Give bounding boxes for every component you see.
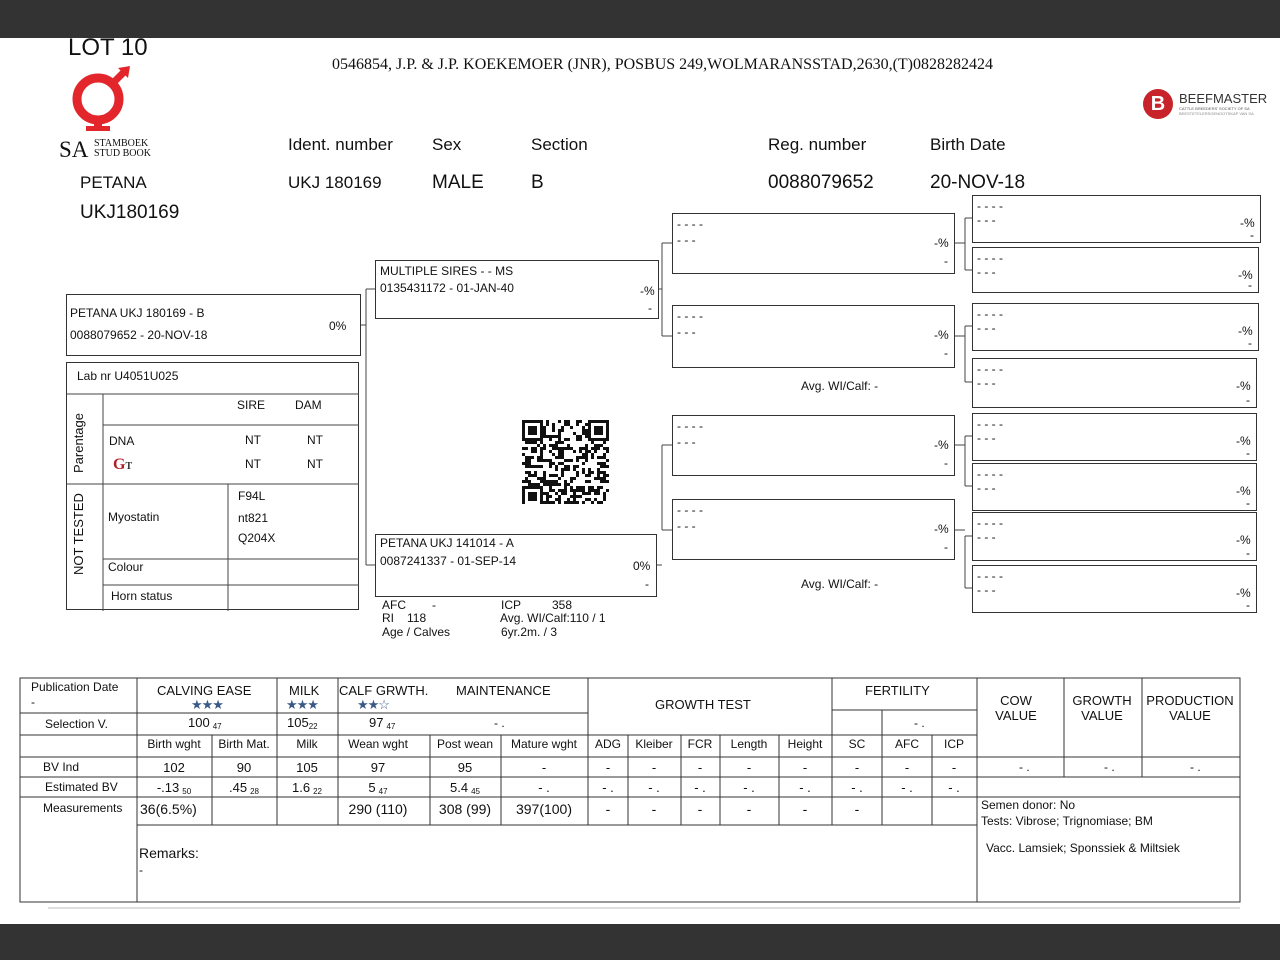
great-grandparent-pct: -% (1240, 216, 1255, 230)
great-grandparent-line2: - - - (977, 265, 996, 279)
measurements-value: 290 (110) (348, 801, 408, 817)
reg-value: 0088079652 (768, 172, 874, 193)
bv_ind-value: - (802, 760, 808, 775)
beefmaster-sub2: BEESTETELERSGENOOTSKAP VAN SA (1179, 111, 1254, 116)
measurements-value: 397(100) (515, 801, 573, 817)
sire-header: SIRE (237, 398, 266, 412)
birth-value: 20-NOV-18 (930, 172, 1026, 193)
column-header: AFC (895, 737, 919, 751)
selection-milk-acc: 22 (308, 722, 318, 731)
ebv-cell (425, 780, 505, 796)
parentage-label: Parentage (71, 413, 86, 473)
gt-dam: NT (307, 457, 323, 471)
ebv-accuracy: 47 (378, 787, 388, 796)
measurements-label: Measurements (43, 801, 123, 815)
lab-number: Lab nr U4051U025 (77, 369, 179, 383)
section-value: B (531, 172, 544, 193)
grandparent-line2: - - - (677, 519, 696, 533)
colour-label: Colour (108, 560, 144, 574)
ebv-accuracy: 45 (471, 787, 480, 796)
great-grandparent-line2: - - - (977, 481, 996, 495)
column-header: SC (848, 737, 866, 751)
great-grandparent-extra: - (1246, 496, 1250, 510)
bv_ind-value: 97 (370, 760, 386, 775)
dna-label: DNA (109, 434, 135, 448)
column-header: ICP (943, 737, 964, 751)
ebv-accuracy: 50 (182, 787, 192, 796)
ebv-value: - . (694, 780, 706, 795)
measurements-cell (425, 801, 505, 817)
column-header: Height (787, 737, 823, 751)
selection-milk-value: 105 (287, 715, 309, 730)
logo-line1: STAMBOEK (94, 138, 149, 149)
dam-afc-label: AFC (382, 598, 406, 612)
selection-label: Selection V. (45, 717, 108, 731)
great-grandparent-pct: -% (1236, 533, 1251, 547)
great-grandparent-extra: - (1248, 278, 1252, 292)
grandparent-pct: -% (934, 236, 949, 250)
ebv-value: -.13 (156, 780, 180, 795)
great-grandparent-pct: -% (1238, 268, 1253, 282)
ebv-value: - . (948, 780, 960, 795)
great-grandparent-line1: - - - - (977, 417, 1003, 431)
myostatin-q204x: Q204X (238, 531, 276, 545)
logo-sa: SA (59, 137, 89, 162)
great-grandparent-extra: - (1246, 446, 1250, 460)
grandparent-pct: -% (934, 438, 949, 452)
calving-ease-stars: ★★★ (191, 697, 223, 712)
fertility-header: FERTILITY (865, 683, 930, 698)
bv_ind-value: 102 (163, 760, 185, 775)
selection-cg-value: 97 (369, 715, 384, 730)
measurements-value: 36(6.5%) (140, 801, 197, 817)
subject-line1: PETANA UKJ 180169 - B (70, 306, 205, 320)
column-header: ADG (594, 737, 621, 751)
gt-logo-icon: GT (113, 456, 133, 473)
great-grandparent-line1: - - - - (977, 467, 1003, 481)
grandparent-line2: - - - (677, 435, 696, 449)
label-ident: Ident. number (288, 135, 393, 154)
sire-pct: -% (640, 284, 655, 298)
subject-line2: 0088079652 - 20-NOV-18 (70, 328, 208, 342)
ebv-accuracy: 28 (250, 787, 259, 796)
label-section: Section (531, 135, 588, 154)
dam-afc: - (432, 598, 436, 612)
ebv-value: - . (901, 780, 913, 795)
growth-value-header: GROWTH VALUE (1072, 693, 1132, 723)
ebv-value: 1.6 (292, 780, 311, 795)
measurements-value: - (697, 801, 703, 817)
vaccination-info: Vacc. Lamsiek; Sponssiek & Miltsiek (986, 841, 1180, 855)
great-grandparent-pct: -% (1236, 379, 1251, 393)
selection-cg-acc: 47 (386, 722, 396, 731)
grandparent-line1: - - - - (677, 503, 703, 517)
column-header: FCR (687, 737, 713, 751)
ebv-label: Estimated BV (45, 780, 118, 794)
bv_ind-value: 90 (236, 760, 252, 775)
column-header: Milk (296, 737, 318, 751)
grandparent-line1: - - - - (677, 419, 703, 433)
publication-date-label: Publication Date (31, 680, 119, 694)
dam-line2: 0087241337 - 01-SEP-14 (380, 554, 517, 568)
selection-calving-ease (188, 715, 222, 731)
measurements-cell (140, 801, 220, 817)
column-header: Wean wght (348, 737, 408, 751)
animal-name: PETANA (80, 173, 147, 192)
great-grandparent-pct: -% (1236, 586, 1251, 600)
bv_ind-value: - (541, 760, 547, 775)
ebv-cell (914, 780, 994, 795)
ebv-cell (134, 780, 214, 796)
ebv-cell (267, 780, 347, 796)
label-sex: Sex (432, 135, 462, 154)
grandparent-extra: - (944, 540, 948, 554)
remarks-value: - (139, 863, 143, 877)
great-grandparent-pct: -% (1236, 434, 1251, 448)
ebv-value: - . (538, 780, 550, 795)
great-grandparent-pct: -% (1236, 484, 1251, 498)
bv_ind-cell (425, 760, 505, 775)
bv-growth-value: - . (1104, 760, 1115, 774)
dam-ri: 118 (407, 611, 427, 625)
great-grandparent-line1: - - - - (977, 569, 1003, 583)
measurements-value: - (854, 801, 860, 817)
not-tested-label: NOT TESTED (71, 493, 86, 575)
great-grandparent-line2: - - - (977, 530, 996, 544)
ebv-value: - . (743, 780, 755, 795)
dam-age: 6yr.2m. / 3 (501, 625, 558, 639)
column-header: Length (730, 737, 768, 751)
beefmaster-sub1: CATTLE BREEDERS' SOCIETY OF SA (1179, 106, 1250, 111)
ident-value: UKJ 180169 (288, 173, 382, 192)
breeder-info: 0546854, J.P. & J.P. KOEKEMOER (JNR), POSBUS 249,WOLMARANSSTAD,2630,(T)0828282424 (332, 56, 993, 73)
remarks-label: Remarks: (139, 845, 199, 861)
grandparent-pct: -% (934, 328, 949, 342)
dna-dam: NT (307, 433, 323, 447)
myostatin-label: Myostatin (108, 510, 160, 524)
sire-extra: - (648, 301, 652, 315)
dam-line1: PETANA UKJ 141014 - A (380, 536, 514, 550)
calf-growth-stars: ★★☆ (357, 697, 389, 712)
beefmaster-name: BEEFMASTER (1179, 91, 1268, 106)
bv_ind-value: - (854, 760, 860, 775)
dam-header: DAM (295, 398, 322, 412)
dam-icp-label: ICP (501, 598, 522, 612)
bv-cow-value: - . (1019, 760, 1030, 774)
great-grandparent-line1: - - - - (977, 362, 1003, 376)
bv_ind-cell (267, 760, 347, 775)
dam-avg-wi: Avg. WI/Calf:110 / 1 (500, 611, 606, 625)
measurements-value: - (746, 801, 752, 817)
great-grandparent-extra: - (1246, 546, 1250, 560)
measurements-value: - (605, 801, 611, 817)
ebv-value: - . (648, 780, 660, 795)
great-grandparent-line2: - - - (977, 431, 996, 445)
bv_ind-value: - (605, 760, 611, 775)
great-grandparent-extra: - (1246, 598, 1250, 612)
beefmaster-b-icon: B (1143, 89, 1173, 119)
subject-pct: 0% (329, 319, 347, 333)
great-grandparent-extra: - (1250, 228, 1254, 242)
myostatin-nt821: nt821 (238, 511, 269, 525)
column-header: Birth wght (147, 737, 201, 751)
milk-header: MILK (289, 683, 320, 698)
dam-extra: - (645, 577, 649, 591)
measurements-cell (817, 801, 897, 817)
column-header: Post wean (436, 737, 494, 751)
sire-side-avg-wi: Avg. WI/Calf: - (801, 379, 879, 393)
ebv-value: .45 (229, 780, 248, 795)
dna-sire: NT (245, 433, 261, 447)
bv-production-value: - . (1190, 760, 1201, 774)
grandparent-extra: - (944, 346, 948, 360)
selection-maintenance: - . (494, 716, 505, 730)
semen-donor: Semen donor: No (981, 798, 1076, 812)
ebv-cell (338, 780, 418, 796)
great-grandparent-line2: - - - (977, 321, 996, 335)
fertility-value: - . (914, 716, 925, 730)
great-grandparent-pct: -% (1238, 324, 1253, 338)
ebv-value: 5 (368, 780, 376, 795)
selection-calf-growth (369, 715, 395, 731)
great-grandparent-line2: - - - (977, 376, 996, 390)
dam-side-avg-wi: Avg. WI/Calf: - (801, 577, 879, 591)
column-header: Birth Mat. (218, 737, 270, 751)
bv-ind-label: BV Ind (43, 760, 80, 774)
selection-ce-acc: 47 (212, 722, 222, 731)
sex-value: MALE (432, 172, 484, 193)
ebv-accuracy: 22 (313, 787, 322, 796)
selection-milk (287, 715, 318, 731)
milk-stars: ★★★ (286, 697, 318, 712)
label-birth: Birth Date (930, 135, 1006, 154)
great-grandparent-line1: - - - - (977, 516, 1003, 530)
logo-line2: STUD BOOK (94, 148, 151, 159)
bv_ind-cell (914, 760, 994, 775)
ebv-value: 5.4 (450, 780, 469, 795)
measurements-cell (338, 801, 418, 817)
bv_ind-value: 105 (296, 760, 318, 775)
myostatin-f94l: F94L (238, 489, 266, 503)
bv_ind-value: - (746, 760, 752, 775)
grandparent-line2: - - - (677, 325, 696, 339)
cow-value-header: COW VALUE (995, 693, 1037, 723)
dam-ri-label: RI (382, 611, 394, 625)
bv_ind-value: - (651, 760, 657, 775)
ebv-value: - . (799, 780, 811, 795)
measurements-value: - (651, 801, 657, 817)
growth-test-header: GROWTH TEST (655, 697, 751, 712)
grandparent-line1: - - - - (677, 309, 703, 323)
bv_ind-value: - (697, 760, 703, 775)
column-header: Kleiber (635, 737, 673, 751)
ebv-value: - . (851, 780, 863, 795)
sire-line2: 0135431172 - 01-JAN-40 (380, 281, 514, 295)
gt-sire: NT (245, 457, 261, 471)
measurements-value: - (802, 801, 808, 817)
sire-line1: MULTIPLE SIRES - - MS (380, 264, 514, 278)
grandparent-line2: - - - (677, 233, 696, 247)
great-grandparent-line2: - - - (977, 213, 996, 227)
great-grandparent-extra: - (1248, 336, 1252, 350)
great-grandparent-line1: - - - - (977, 307, 1003, 321)
lot-number: LOT 10 (68, 34, 148, 61)
tests-info: Tests: Vibrose; Trignomiase; BM (981, 814, 1153, 828)
publication-date-value: - (31, 695, 35, 709)
column-header: Mature wght (510, 737, 578, 751)
great-grandparent-line2: - - - (977, 583, 996, 597)
grandparent-extra: - (944, 254, 948, 268)
ebv-value: - . (602, 780, 614, 795)
horn-status-label: Horn status (111, 589, 173, 603)
bv_ind-cell (338, 760, 418, 775)
label-reg: Reg. number (768, 135, 867, 154)
dam-pct: 0% (633, 559, 651, 573)
maintenance-header: MAINTENANCE (456, 683, 551, 698)
grandparent-pct: -% (934, 522, 949, 536)
grandparent-extra: - (944, 456, 948, 470)
great-grandparent-line1: - - - - (977, 199, 1003, 213)
grandparent-line1: - - - - (677, 217, 703, 231)
selection-ce-value: 100 (188, 715, 210, 730)
great-grandparent-extra: - (1246, 393, 1250, 407)
great-grandparent-line1: - - - - (977, 251, 1003, 265)
calf-growth-header: CALF GRWTH. (339, 683, 429, 698)
bv_ind-cell (134, 760, 214, 775)
production-value-header: PRODUCTION VALUE (1146, 693, 1234, 723)
animal-tag: UKJ180169 (80, 202, 180, 223)
dam-icp: 358 (552, 598, 573, 612)
bv_ind-value: - (951, 760, 957, 775)
measurements-value: 308 (99) (438, 801, 492, 817)
calving-ease-header: CALVING EASE (157, 683, 252, 698)
bv_ind-value: - (904, 760, 910, 775)
bv_ind-value: 95 (457, 760, 473, 775)
dam-age-label: Age / Calves (382, 625, 451, 639)
